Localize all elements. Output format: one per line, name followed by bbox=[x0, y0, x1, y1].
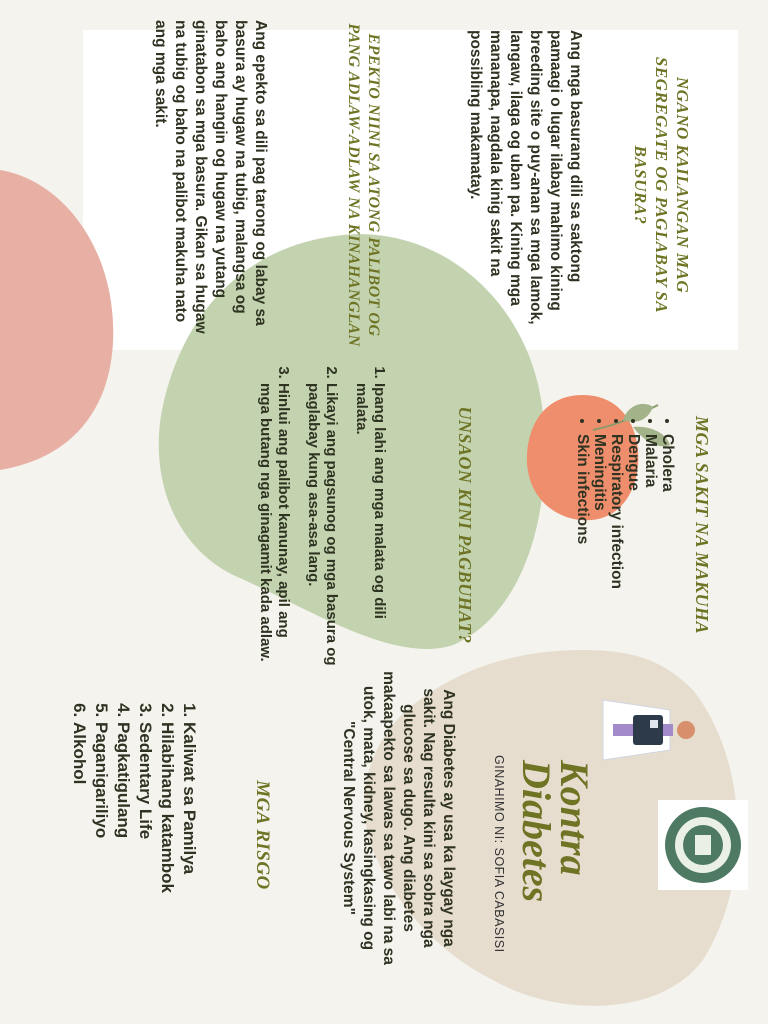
step-item: 1. Ipang lahi ang mga malata og dili malata. bbox=[352, 383, 388, 668]
risks-heading: MGA RISGO bbox=[252, 780, 273, 890]
segregation-text: Ang mga basurang dili sa saktong pamaagi o lugar ilabay mahimo kining breeding site o puy-anan sa mga lamok, langaw, ilaga og uban pa. Kining mga mananapa, nagdala kinig sakit na possibling makamatay. bbox=[467, 30, 584, 325]
disease-item: • Cholera bbox=[659, 434, 676, 684]
segregation-heading: NGANO KAILANGAN MAG SEGREGATE OG PAGLABAY SA BASURA? bbox=[631, 56, 692, 314]
risk-item: 5. Paganigariliyo bbox=[90, 722, 112, 942]
step-item: 2. Likayi ang pagsunog og mga basura og paglabay kung asa-asa lang. bbox=[304, 383, 340, 668]
risk-item: 6. Alkohol bbox=[68, 722, 90, 942]
steps-list bbox=[244, 365, 388, 668]
disease-item: • Meningitis bbox=[591, 434, 608, 684]
doctor-illustration bbox=[598, 680, 698, 780]
title-line-2: Diabetes bbox=[514, 760, 559, 903]
risk-item: 1. Kaliwat sa Pamilya bbox=[178, 722, 200, 942]
school-seal-icon bbox=[658, 800, 748, 890]
risks-list bbox=[68, 700, 200, 942]
disease-item: • Malaria bbox=[642, 434, 659, 684]
disease-list bbox=[574, 418, 676, 684]
pink-blob bbox=[0, 170, 120, 470]
title-line-1: Kontra bbox=[552, 760, 597, 876]
diseases-heading: MGA SAKIT NA MAKUHA bbox=[692, 415, 712, 635]
effects-heading: EPEKTO NIINI SA ATONG PALIBOT OG PANG ADLAW-ADLAW NA KINAHANGLAN bbox=[345, 23, 382, 347]
title bbox=[514, 760, 597, 940]
step-item: 3. Hinlui ang palibot kanunay, apil ang mga butang nga ginagamit kada adlaw. bbox=[256, 383, 292, 668]
disease-item: • Skin infections bbox=[574, 434, 591, 684]
disease-item: • Dengue bbox=[625, 434, 642, 684]
disease-item: • Respiratory infection bbox=[608, 434, 625, 684]
risk-item: 2. Hilabihang katambok bbox=[156, 722, 178, 942]
risk-item: 4. Pagkatigulang bbox=[112, 722, 134, 942]
diabetes-description: Ang Diabetes ay usa ka laygay nga sakit. Nag resulta kini sa sobra nga glucose sa dugo. Ang diabetes makaapekto sa lawas sa tawo labi na sa utok, mata, kidney, kasingkasing og "Central Nervous System" bbox=[340, 671, 457, 965]
effects-text: Ang epekto sa dili pag tarong og labay sa basura ay hugaw na tubig, malangsa og baho ang hangin og hugaw na yutang ginatabon sa mga basura. Gikan sa hugaw na tubig og baho na palibot makuha nato ang mga sakit. bbox=[152, 20, 269, 334]
byline: GINAHIMO NI: SOFIA CABASISI bbox=[492, 755, 506, 953]
risk-item: 3. Sedentary Life bbox=[134, 722, 156, 942]
how-heading: UNSAON KINI PAGBUHAT? bbox=[455, 406, 475, 644]
